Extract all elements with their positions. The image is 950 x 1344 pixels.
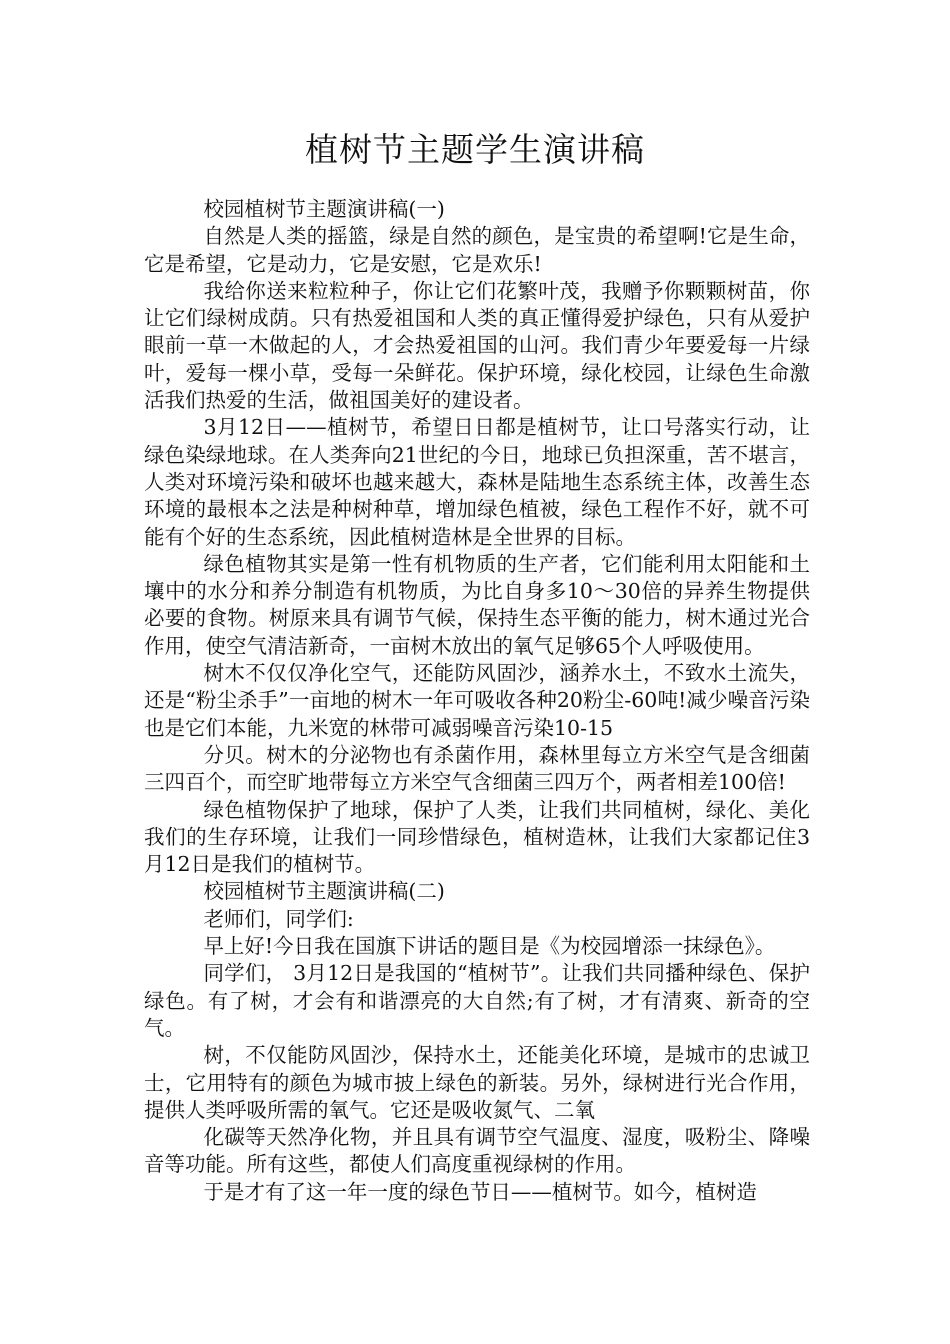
paragraph: 校园植树节主题演讲稿(一) [203,197,445,221]
paragraph: 同学们， 3月12日是我国的“植树节”。让我们共同播种绿色、保护绿色。有了树，才会有和谐漂亮的大自然;有了树，才有清爽、新奇的空气。 [144,961,810,1040]
paragraph: 早上好!今日我在国旗下讲话的题目是《为校园增添一抹绿色》。 [203,934,776,959]
paragraph: 自然是人类的摇篮，绿是自然的颜色，是宝贵的希望啊!它是生命，它是希望，它是动力，它是安慰，它是欢乐! [144,224,810,276]
paragraph: 分贝。树木的分泌物也有杀菌作用，森林里每立方米空气是含细菌三四百个，而空旷地带每立方米空气含细菌三四万个，两者相差100倍! [144,742,810,795]
document-body [144,196,810,1206]
paragraph: 3月12日——植树节，希望日日都是植树节，让口号落实行动，让绿色染绿地球。在人类奔向21世纪的今日，地球已负担深重，苦不堪言，人类对环境污染和破坏也越来越大，森林是陆地生态系统主体，改善生态环境的最根本之法是种树种草，增加绿色植被，绿色工程作不好，就不可能有个好的生态系统，因此植树造林是全世界的目标。 [144,415,810,549]
paragraph: 绿色植物其实是第一性有机物质的生产者，它们能利用太阳能和土壤中的水分和养分制造有机物质，为比自身多10～30倍的异养生物提供必要的食物。树原来具有调节气候，保持生态平衡的能力，树木通过光合作用，使空气清洁新奇，一亩树木放出的氧气足够65个人呼吸使用。 [144,551,810,658]
paragraph: 树，不仅能防风固沙，保持水土，还能美化环境，是城市的忠诚卫士，它用特有的颜色为城市披上绿色的新装。另外，绿树进行光合作用，提供人类呼吸所需的氧气。它还是吸收氮气、二氧 [144,1043,810,1122]
paragraph: 于是才有了这一年一度的绿色节日——植树节。如今，植树造 [203,1179,757,1204]
document-title: 植树节主题学生演讲稿 [305,130,645,169]
paragraph: 我给你送来粒粒种子，你让它们花繁叶茂，我赠予你颗颗树苗，你让它们绿树成荫。只有热爱祖国和人类的真正懂得爱护绿色，只有从爱护眼前一草一木做起的人，才会热爱祖国的山河。我们青少年要爱每一片绿叶，爱每一棵小草，受每一朵鲜花。保护环境，绿化校园，让绿色生命激活我们热爱的生活，做祖国美好的建设者。 [144,278,810,413]
paragraph: 校园植树节主题演讲稿(二) [203,879,445,904]
paragraph: 化碳等天然净化物，并且具有调节空气温度、湿度，吸粉尘、降噪音等功能。所有这些，都使人们高度重视绿树的作用。 [144,1125,810,1177]
paragraph: 树木不仅仅净化空气，还能防风固沙，涵养水土，不致水土流失，还是“粉尘杀手”一亩地的树木一年可吸收各种20粉尘-60吨!减少噪音污染也是它们本能，九米宽的林带可减弱噪音污染10-15 [144,661,810,740]
paragraph: 老师们，同学们: [203,906,354,931]
paragraph: 绿色植物保护了地球，保护了人类，让我们共同植树，绿化、美化我们的生存环境，让我们一同珍惜绿色，植树造林，让我们大家都记住3月12日是我们的植树节。 [144,797,810,877]
